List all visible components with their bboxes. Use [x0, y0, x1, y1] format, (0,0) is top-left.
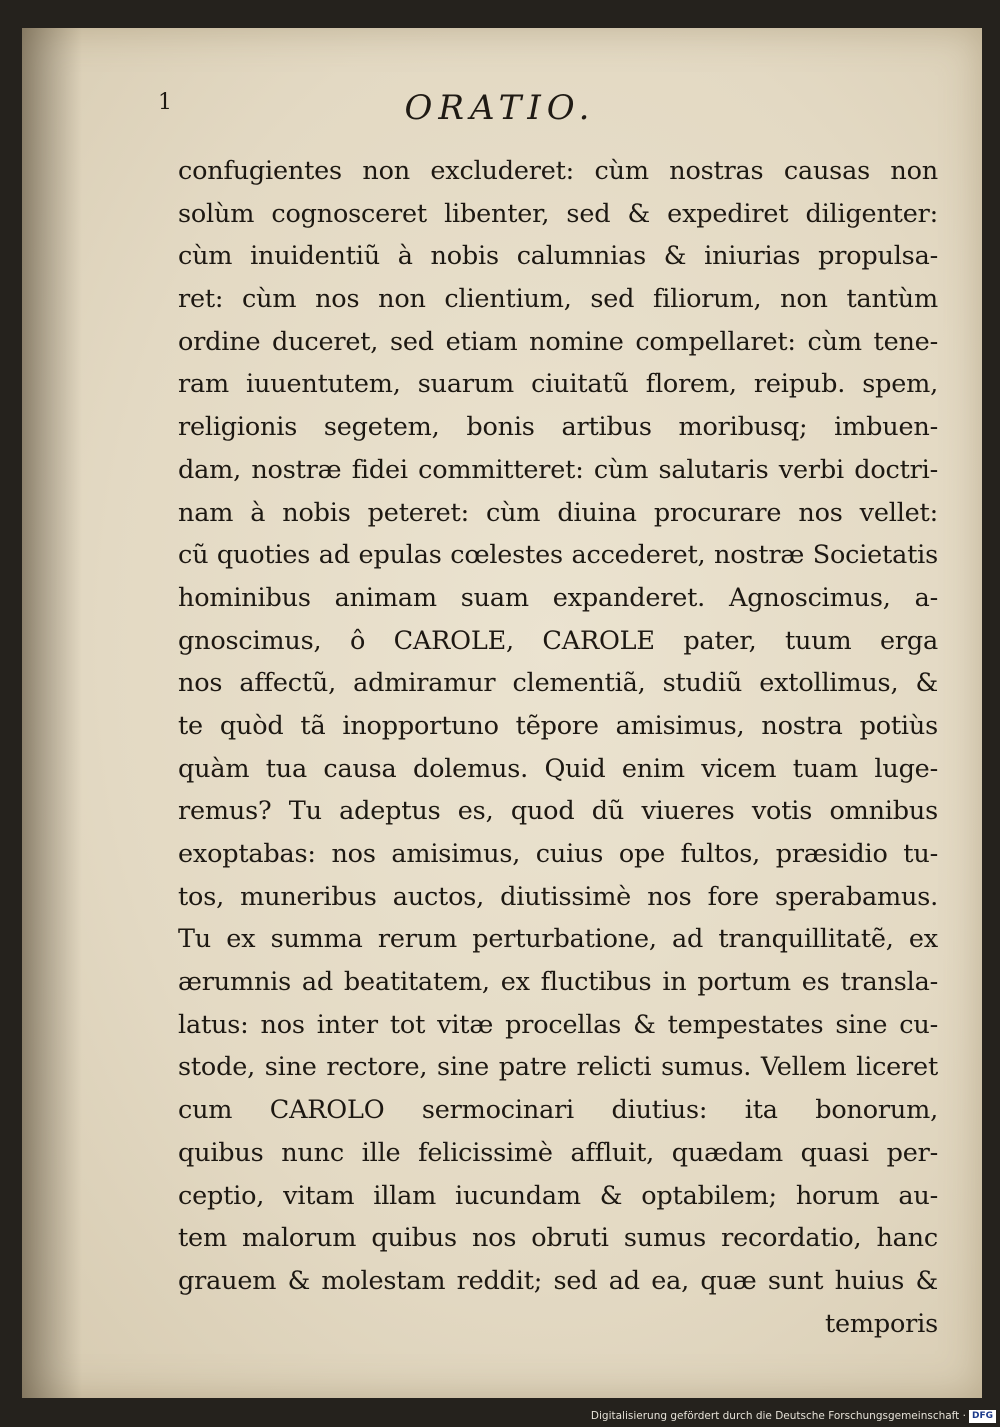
- text-line: quibus nunc ille felicissimè affluit, quædam quasi per-: [178, 1137, 938, 1168]
- text-line: stode, sine rectore, sine patre relicti sumus. Vellem liceret: [178, 1052, 938, 1083]
- text-line: tos, muneribus auctos, diutissimè nos fore sperabamus.: [178, 881, 938, 912]
- text-line: grauem & molestam reddit; sed ad ea, quæ sunt huius &: [178, 1265, 938, 1296]
- margin-mark: 1: [158, 90, 178, 115]
- text-line: quàm tua causa dolemus. Quid enim vicem tuam luge-: [178, 753, 938, 784]
- text-line: nam à nobis peteret: cùm diuina procurare nos vellet:: [178, 497, 938, 528]
- text-line: exoptabas: nos amisimus, cuius ope fultos, præsidio tu-: [178, 839, 938, 869]
- text-line: cùm inuidentiũ à nobis calumnias & iniurias propulsa-: [178, 241, 938, 272]
- text-line: nos affectũ, admiramur clementiã, studiũ extollimus, &: [178, 668, 938, 699]
- footer-credit-text: Digitalisierung gefördert durch die Deutsche Forschungsgemeinschaft ·: [590, 1410, 966, 1422]
- dfg-logo: DFG: [969, 1410, 996, 1423]
- page-gutter-shadow: [22, 28, 82, 1398]
- text-line: ærumnis ad beatitatem, ex fluctibus in portum es transla-: [178, 967, 938, 998]
- text-line: ceptio, vitam illam iucundam & optabilem; horum au-: [178, 1180, 938, 1211]
- body-text: [178, 150, 938, 1345]
- text-line: dam, nostræ fidei committeret: cùm salutaris verbi doctri-: [178, 454, 938, 485]
- text-line: ordine duceret, sed etiam nomine compellaret: cùm tene-: [178, 326, 938, 357]
- text-line: confugientes non excluderet: cùm nostras causas non: [178, 156, 938, 186]
- text-line: tem malorum quibus nos obruti sumus recordatio, hanc: [178, 1223, 938, 1254]
- text-line: Tu ex summa rerum perturbatione, ad tranquillitatẽ, ex: [178, 924, 938, 955]
- text-line: remus? Tu adeptus es, quod dũ viueres votis omnibus: [178, 796, 938, 827]
- text-line: ret: cùm nos non clientium, sed filiorum, non tantùm: [178, 284, 938, 315]
- text-line: temporis: [824, 1308, 938, 1339]
- text-line: gnoscimus, ô CAROLE, CAROLE pater, tuum erga: [178, 625, 938, 656]
- text-line: cũ quoties ad epulas cœlestes accederet, nostræ Societatis: [178, 540, 938, 571]
- footer-credit: [591, 1407, 996, 1425]
- text-line: te quòd tã inopportuno tẽpore amisimus, nostra potiùs: [178, 710, 938, 741]
- text-line: religionis segetem, bonis artibus moribusq; imbuen-: [178, 412, 938, 443]
- text-line: solùm cognosceret libenter, sed & expediret diligenter:: [178, 198, 938, 229]
- text-line: latus: nos inter tot vitæ procellas & tempestates sine cu-: [178, 1009, 938, 1040]
- running-head: [0, 88, 1000, 128]
- text-line: hominibus animam suam expanderet. Agnoscimus, a-: [178, 582, 938, 613]
- text-line: cum CAROLO sermocinari diutius: ita bonorum,: [178, 1095, 938, 1126]
- running-head-text: ORATIO.: [404, 88, 596, 128]
- text-line: ram iuuentutem, suarum ciuitatũ florem, reipub. spem,: [178, 369, 938, 400]
